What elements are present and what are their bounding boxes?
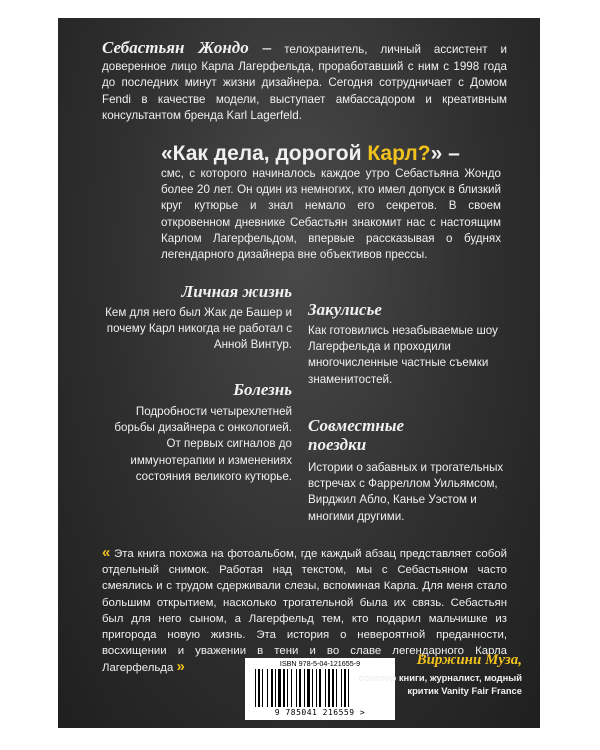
intro-text: телохранитель, личный ассистент и доверенное лицо Карла Лагерфельда, проработавший с ним с 1998 года до последних минут жизни дизайнера. Сегодня сотрудничает с Домом Fendi в качестве модели, выступает амбассадором и креативным консультантом бренда Karl Lagerfeld. (102, 43, 507, 122)
headline-quote (161, 142, 501, 166)
headline-part2: » – (430, 142, 460, 165)
section-title-trips-line1: Совместные (308, 416, 405, 435)
section-title-trips-line2: поездки (308, 435, 367, 454)
intro-paragraph (102, 40, 507, 125)
reviewer-name: Виржини Муза, (416, 652, 522, 668)
section-text-backstage: Как готовились незабываемые шоу Лагерфельда и проходили многочисленные частные съемки знаменитостей. (308, 324, 498, 386)
quote-open-mark: « (102, 544, 111, 561)
section-text-personal: Кем для него был Жак де Башер и почему Карл никогда не работал с Анной Винтур. (105, 306, 292, 352)
section-title-personal: Личная жизнь (181, 282, 292, 301)
headline-description: смс, с которого начиналось каждое утро Себастьяна Жондо более 20 лет. Он один из немногих, кто имел допуск в близкий круг кутюрье и знал немало его секретов. В своем откровенном дневнике Себастьян знакомит нас с настоящим Карлом Лагерфельдом, впервые рассказывая о буднях легендарного дизайнера вне объективов прессы. (161, 167, 501, 262)
section-title-illness: Болезнь (233, 380, 292, 399)
section-text-trips: Истории о забавных и трогательных встречах с Фарреллом Уильямсом, Вирджил Абло, Канье Уэстом и многими другими. (308, 461, 504, 523)
reviewer-description: соавтор книги, журналист, модный критик Vanity Fair France (358, 672, 522, 696)
isbn-label: ISBN 978-5-04-121655-9 (279, 659, 361, 668)
headline-highlight: Карл? (367, 142, 431, 165)
section-text-illness: Подробности четырехлетней борьбы дизайнера с онкологией. От первых сигналов до иммунотерапии и изменениях состояния великого кутюрье. (114, 405, 292, 483)
section-title-trips (308, 416, 518, 454)
intro-author-name: Себастьян Жондо – (102, 38, 272, 57)
headline-part1: «Как дела, дорогой (161, 142, 368, 165)
quote-close-mark: » (176, 658, 185, 676)
reviewer-quote-text: Эта книга похожа на фотоальбом, где каждый абзац представляет собой отдельный снимок. Работая над текстом, мы с Себастьяном часто смеялись и с трудом сдерживали слезы, вспоминая Карла. Для меня стало большим открытием, насколько трогательной была их связь. Себастьян был для него сыном, а Лагерфельд тем, кто подарил мальчишке из пригорода новую жизнь. Эта история о невероятной преданности, восхищении и уважении в тени и во славе легендарного Карла Лагерфельда (102, 548, 507, 675)
book-back-cover (58, 18, 540, 728)
barcode-digits: 9 785041 216559 > (274, 708, 366, 717)
section-title-backstage: Закулисье (308, 300, 382, 319)
